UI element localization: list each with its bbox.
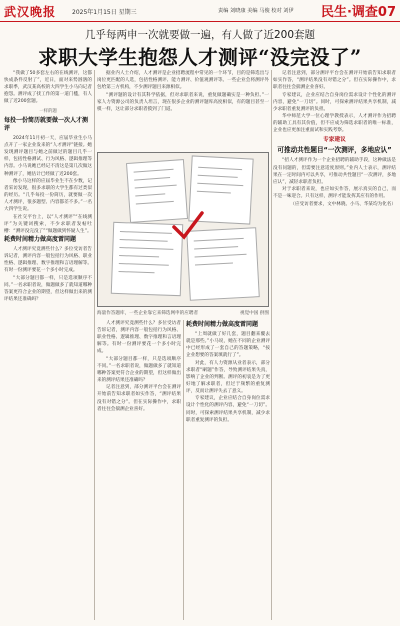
paragraph: 在社交平台上，以“人才测评”“在线测评”为关键词搜索，不少求职者发帖吐槽：“测评没完没了”“做题做到怀疑人生”。 — [4, 214, 92, 234]
article-lead: “我做了50多套左右的在线测评，这都快成条件反射了”，近日，面对来势汹汹的求职季，武汉某高校的大四学生小马向记者抱怨。测评成了找工作的第一道门槛，有人做了近200套题。 — [4, 71, 92, 105]
photo-credit: 视觉中国 供图 — [239, 311, 269, 316]
column-divider — [94, 70, 95, 620]
article-headline: 求职大学生抱怨人才测评“没完没了” — [38, 46, 362, 69]
paragraph: “大部分题目都一样，只是选项顺序不同。”一名求职者说，做题做多了就知道哪种答案更符合企业的期望，但这样做出来的测评结果还准确吗？ — [4, 275, 92, 302]
column-left — [4, 70, 92, 620]
expert-heading: 可推动共性题目“一次测评，多地应认” — [277, 146, 392, 155]
column-center-right — [186, 320, 270, 620]
editor-credits: 责编 刘晓康 美编 马俊 校对 刘伊 — [218, 8, 294, 14]
paragraph: 人才测评究竟测些什么？多位受访者告诉记者，测评内容一般包括行为风格、职业性格、逻辑推理、数字推理和言语理解等。有时一份测评要花一个多小时完成。 — [97, 321, 181, 355]
photo-caption: 海量作答题库，一些企业靠它来筛选网申的应聘者 视觉中国 供图 — [97, 311, 269, 316]
section1-title: 一样的题 — [39, 109, 57, 115]
paragraph: “上周就做了好几套，题目翻来覆去就是那些。”小马说，她在不同的企业测评中已经形成了一套自己的答题策略，“按企业想要的答案填就行了”。 — [186, 332, 270, 359]
section2-title: 耗费时间精力做高度雷同题 — [4, 235, 77, 243]
paragraph: 记者注意到，部分测评平台会在测评开始前告知求职者如实作答，“测评结果没有对错之分”。但在实际操作中，求职者往往会揣测企业喜好。 — [97, 385, 181, 412]
paragraph: 人才测评究竟测些什么？多位受访者告诉记者，测评内容一般包括行为风格、职业性格、逻辑推理、数字推理和言语理解等。有时一份测评要花一个多小时完成。 — [4, 246, 92, 274]
checkmark-icon — [168, 205, 208, 245]
paragraph: “招人才测评作为一个企业招聘的辅助手段，这种做法是没有问题的，但需要注意适度原则。”业内人士表示，测评结果在一定时间内可以共享，可推动共性题目“一次测评，多地应认”，减轻求职者负担。 — [273, 158, 396, 185]
paragraph: 据业内人士介绍，人才测评是企业招聘流程中常见的一个环节，目的是筛选出与岗位更匹配的人选，包括性格测评、能力测评、价值观测评等。一些企业会将测评外包给第三方机构，不少测评题目来源相似。 — [97, 71, 269, 91]
paragraph: 记者注意到，部分测评平台会在测评开始前告知求职者如实作答，“测评结果没有对错之分”。但在实际操作中，求职者往往会揣测企业喜好。 — [273, 71, 396, 91]
issue-date: 2025年1月15日 星期三 — [72, 9, 137, 16]
paragraph: 像小马这样的应届毕业生不在少数，记者采访发现，很多求职的大学生都有过类似的经历。“几乎每投一份简历，就要做一次人才测评，很多题型、内容都差不多。”一名大四学生说。 — [4, 179, 92, 213]
article-kicker: 几乎每两申一次就要做一遍，有人做了近200套题 — [84, 29, 316, 41]
paragraph: “测评题的设计有其科学依据，但对求职者来说，重复做题确实是一种负担。”一家人力资源公司的负责人坦言，现在很多企业的测评题库高度相似，有的题目甚至一模一样，这让部分求职者摸到了门道。 — [97, 92, 269, 112]
section-header: 民生·调查07 — [320, 5, 396, 20]
paragraph: 对于求职者来说，也应如实作答，展示真实的自己，而不是一味迎合。只有这样，测评才能发挥其应有的作用。 — [273, 187, 396, 200]
column-center-top — [97, 70, 269, 150]
paragraph: 华中师范大学一位心理学教授表示，人才测评作为招聘的辅助工具有其价值，但不应成为筛选求职者的唯一标准，企业也应更加注重面试和实践考察。 — [273, 114, 396, 134]
paragraph: 2024年11月初一天，应届毕业生小马点开了一家企业发来的“人才测评”链接。她发现测评题目与她之前做过的题目几乎一样，包括性格测试、行为风格、逻辑推理等内容。小马说她已经记不清这是第几次做这种测评了，她估计已经做了近200套。 — [4, 136, 92, 177]
paragraph: 专家建议，企业应结合自身岗位需求设计个性化的测评内容，避免“一刀切”。同时，可探索测评结果共享机制，减少求职者重复测评的负担。 — [186, 396, 270, 423]
column-right — [273, 70, 396, 620]
masthead — [0, 0, 400, 22]
paragraph: “大部分题目都一样，只是选项顺序不同。”一名求职者说，做题做多了就知道哪种答案更符合企业的期望，但这样做出来的测评结果还准确吗？ — [97, 356, 181, 383]
section1-heading: 每投一份简历就要做一次人才测评 — [4, 117, 89, 133]
author-note: （应受访者要求，文中林晓、小马、华某均为化名） — [290, 201, 396, 207]
newspaper-logo: 武汉晚报 — [4, 5, 57, 19]
subsection-title: 耗费时间精力做高度雷同题 — [186, 321, 259, 328]
paragraph: 对此，有人力资源从业者表示，部分求职者“刷题”作答，导致测评结果失真，影响了企业的判断。测评的初衷是为了更好地了解求职者，但过于频繁的重复测评，反而让测评失去了意义。 — [186, 360, 270, 394]
expert-label: 专家建议 — [323, 137, 346, 144]
column-center-left — [97, 320, 181, 620]
article-photo — [97, 152, 269, 307]
column-divider — [183, 320, 184, 620]
paragraph: 专家建议，企业应结合自身岗位需求设计个性化的测评内容，避免“一刀切”。同时，可探索测评结果共享机制，减少求职者重复测评的负担。 — [273, 92, 396, 112]
column-divider — [271, 70, 272, 620]
